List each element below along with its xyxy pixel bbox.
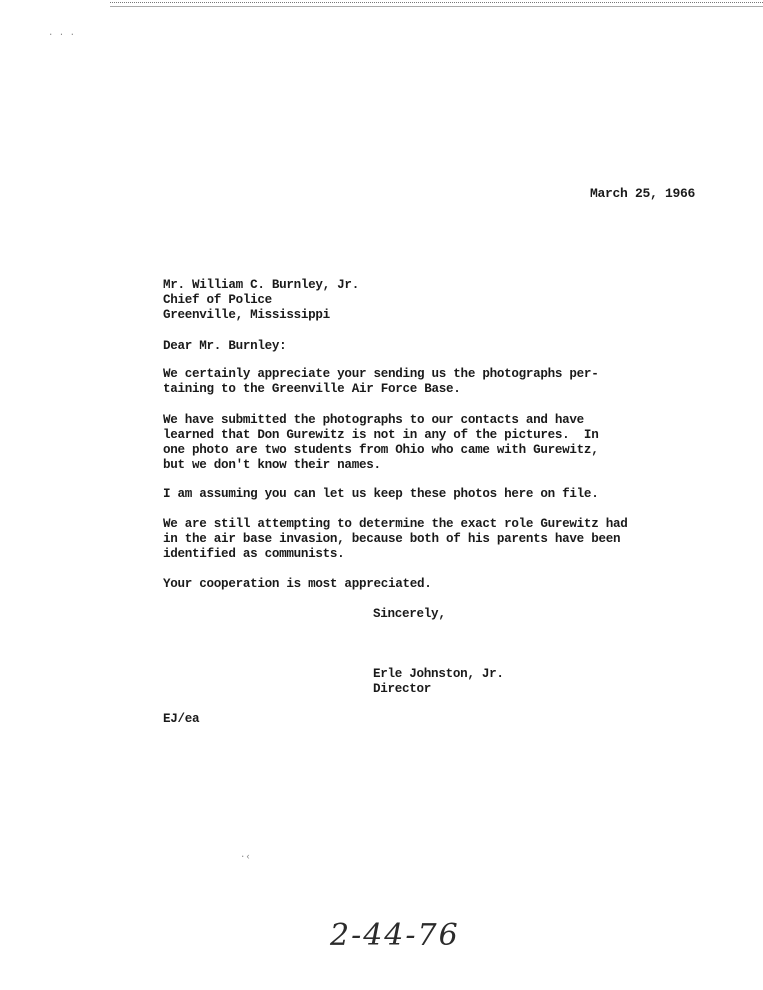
typist-initials: EJ/ea [163, 712, 200, 726]
paragraph-3: I am assuming you can let us keep these photos here on file. [163, 487, 599, 501]
handwritten-file-number: 2-44-76 [330, 918, 460, 953]
signature-block [373, 667, 504, 697]
letter-date: March 25, 1966 [590, 186, 696, 201]
recipient-address [163, 278, 359, 323]
paragraph-2: We have submitted the photographs to our contacts and have learned that Don Gurewitz is not in any of the pictures. In one photo are two students from Ohio who came with Gurewitz, but we don't know their names. [163, 413, 599, 472]
scan-speck: ·‹ [240, 852, 251, 862]
paragraph-4: We are still attempting to determine the exact role Gurewitz had in the air base invasion, because both of his parents have been identified as communists. [163, 517, 628, 561]
signer-title: Director [373, 682, 432, 696]
salutation: Dear Mr. Burnley: [163, 339, 287, 353]
recipient-location: Greenville, Mississippi [163, 308, 330, 322]
closing: Sincerely, [373, 607, 446, 621]
recipient-title: Chief of Police [163, 293, 272, 307]
signer-name: Erle Johnston, Jr. [373, 667, 504, 681]
recipient-name: Mr. William C. Burnley, Jr. [163, 278, 359, 292]
paragraph-5: Your cooperation is most appreciated. [163, 577, 432, 591]
scan-speck: · · · [48, 30, 76, 40]
top-edge-line [110, 2, 763, 7]
paragraph-1: We certainly appreciate your sending us the photographs per- taining to the Greenville Air Force Base. [163, 367, 599, 396]
